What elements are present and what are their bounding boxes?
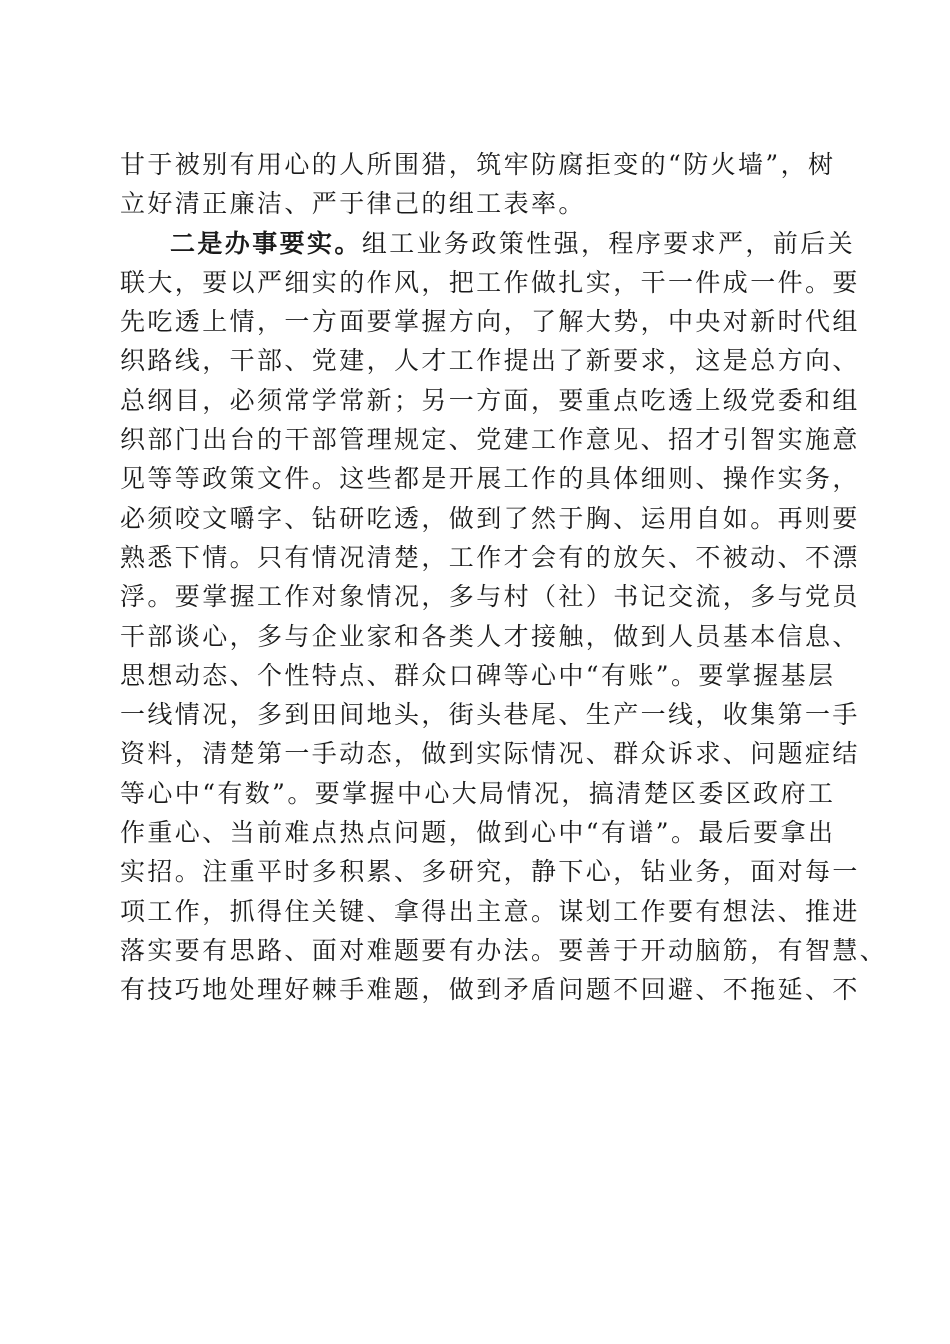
body-text <box>120 145 888 1010</box>
text-line: 甘于被别有用心的人所围猎，筑牢防腐拒变的“防火墙”，树 <box>120 150 836 179</box>
text-line: 见等等政策文件。这些都是开展工作的具体细则、操作实务， <box>120 464 860 494</box>
text-line: 干部谈心，多与企业家和各类人才接触，做到人员基本信息、 <box>120 621 860 651</box>
text-line: 资料，清楚第一手动态，做到实际情况、群众诉求、问题症结 <box>120 739 860 769</box>
paragraph-2-first-line <box>120 224 856 263</box>
paragraph-heading: 二是办事要实。 <box>170 228 362 258</box>
text-line: 思想动态、个性特点、群众口碑等心中“有账”。要掌握基层 <box>120 660 836 690</box>
text-line: 立好清正廉洁、严于律己的组工表率。 <box>120 189 586 219</box>
text-line: 落实要有思路、面对难题要有办法。要善于开动脑筋，有智慧、 <box>120 935 888 965</box>
text-line: 先吃透上情，一方面要掌握方向，了解大势，中央对新时代组 <box>120 307 860 337</box>
text-run: 组工业务政策性强，程序要求严，前后关 <box>361 228 856 258</box>
text-line: 总纲目，必须常学常新；另一方面，要重点吃透上级党委和组 <box>120 385 860 415</box>
text-line: 必须咬文嚼字、钻研吃透，做到了然于胸、运用自如。再则要 <box>120 503 860 533</box>
text-line: 等心中“有数”。要掌握中心大局情况，搞清楚区委区政府工 <box>120 778 836 808</box>
text-line: 作重心、当前难点热点问题，做到心中“有谱”。最后要拿出 <box>120 818 836 848</box>
text-line: 熟悉下情。只有情况清楚，工作才会有的放矢、不被动、不漂 <box>120 542 860 572</box>
text-line: 联大，要以严细实的作风，把工作做扎实，干一件成一件。要 <box>120 267 860 297</box>
text-line: 织路线，干部、党建，人才工作提出了新要求，这是总方向、 <box>120 346 860 376</box>
text-line: 有技巧地处理好棘手难题，做到矛盾问题不回避、不拖延、不 <box>120 975 860 1005</box>
text-line: 一线情况，多到田间地头，街头巷尾、生产一线，收集第一手 <box>120 700 860 730</box>
text-line: 浮。要掌握工作对象情况，多与村（社）书记交流，多与党员 <box>120 582 860 612</box>
text-line: 实招。注重平时多积累、多研究，静下心，钻业务，面对每一 <box>120 857 860 887</box>
text-line: 项工作，抓得住关键、拿得出主意。谋划工作要有想法、推进 <box>120 896 860 926</box>
text-line: 织部门出台的干部管理规定、党建工作意见、招才引智实施意 <box>120 425 860 455</box>
